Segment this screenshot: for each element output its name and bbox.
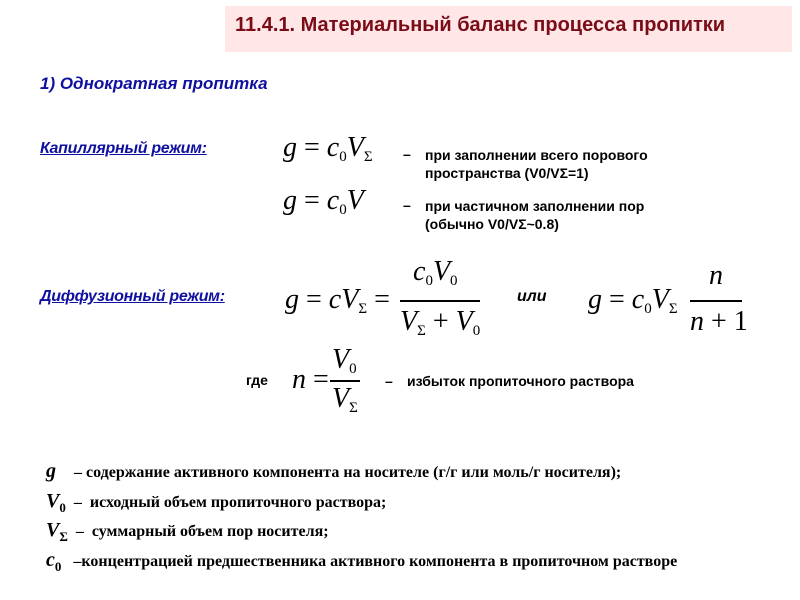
diffusion-formula-1-numerator: $c_0V_0$: [413, 256, 458, 289]
diffusion-formula-2-numerator: n: [709, 260, 723, 291]
diffusion-formula-1-fraction-bar: [400, 300, 480, 302]
definition-c0: $c_0$ –концентрацией предшественника активного компонента в пропиточном растворе: [46, 549, 678, 574]
n-formula-denominator: $V_\Sigma$: [332, 383, 358, 416]
definition-v0: $V_0$ – исходный объем пропиточного раствора;: [46, 490, 387, 515]
capillary-label: Капиллярный режим:: [40, 140, 207, 157]
capillary-note-2: [425, 197, 644, 233]
n-formula-lhs: n =: [292, 364, 329, 395]
capillary-note-1: [425, 146, 648, 182]
diffusion-formula-1-lhs: $g = cV_\Sigma$ =: [285, 284, 390, 317]
diffusion-formula-2-denominator: n + 1: [690, 306, 748, 337]
capillary-note-2-line-1: при частичном заполнении пор: [425, 198, 645, 214]
n-formula-numerator: $V_0$: [332, 344, 357, 377]
diffusion-or-label: или: [517, 288, 547, 305]
diffusion-formula-2-lhs: $g = c_0V_\Sigma$: [588, 284, 678, 317]
n-formula-fraction-bar: [330, 380, 360, 382]
page-title: 11.4.1. Материальный баланс процесса пропитки: [235, 14, 726, 36]
capillary-note-dash-1: –: [403, 146, 411, 162]
capillary-formula-2: $g = c_0V$: [283, 185, 364, 218]
diffusion-label: Диффузионный режим:: [40, 288, 225, 305]
diffusion-formula-2-fraction-bar: [690, 300, 742, 302]
section-title: [40, 74, 268, 94]
capillary-note-1-line-1: при заполнении всего порового: [425, 147, 648, 163]
n-note: избыток пропиточного раствора: [407, 373, 634, 389]
capillary-formula-1: $g = c_0V_\Sigma$: [283, 132, 373, 165]
definition-vsigma: $V_\Sigma$ – суммарный объем пор носителя;: [46, 519, 329, 544]
n-note-dash: –: [385, 373, 393, 389]
diffusion-formula-1-denominator: $V_\Sigma + V_0$: [400, 306, 481, 339]
capillary-note-2-line-2: (обычно V0/VΣ~0.8): [425, 216, 559, 232]
where-label: где: [246, 372, 268, 388]
capillary-note-dash-2: –: [403, 197, 411, 213]
capillary-note-1-line-2: пространства (V0/VΣ=1): [425, 165, 589, 181]
definition-g: g – содержание активного компонента на носителе (г/г или моль/г носителя);: [46, 460, 622, 482]
section-title-text: 1) Однократная пропитка: [40, 74, 268, 93]
